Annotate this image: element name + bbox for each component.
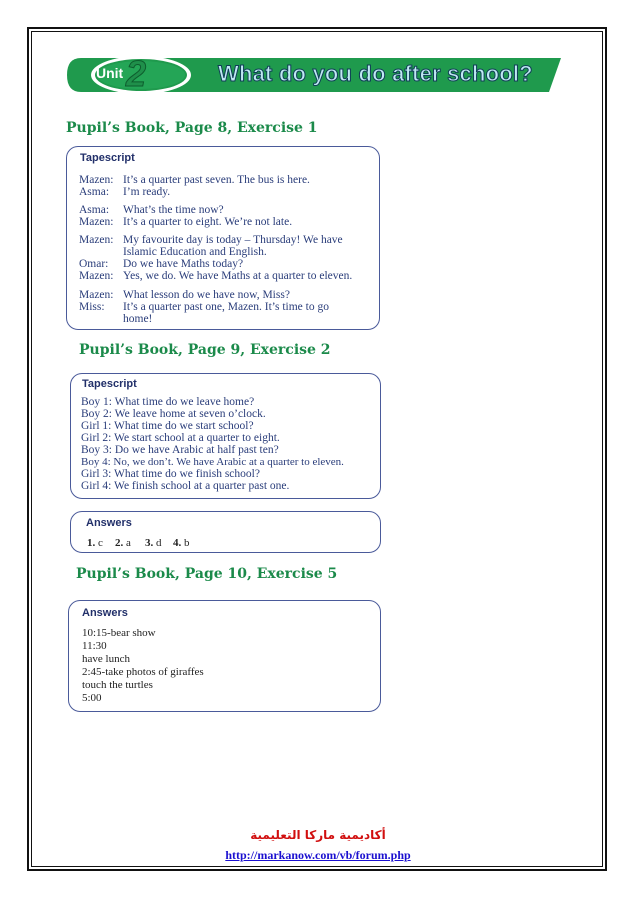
dialogue-line: I’m ready. <box>123 186 171 198</box>
answer-line: 5:00 <box>82 692 102 704</box>
dialogue-line: It’s a quarter past seven. The bus is here. <box>123 174 310 186</box>
tapescript-title-1: Tapescript <box>80 152 135 164</box>
dialogue-line: What’s the time now? <box>123 204 224 216</box>
answer-line: 11:30 <box>82 640 107 652</box>
section-heading-2: Pupil’s Book, Page 9, Exercise 2 <box>79 342 331 358</box>
dialogue-line: My favourite day is today – Thursday! We have <box>123 234 343 246</box>
answer-line: have lunch <box>82 653 130 665</box>
section-heading-3: Pupil’s Book, Page 10, Exercise 5 <box>76 566 338 582</box>
answer-line: touch the turtles <box>82 679 153 691</box>
speaker: Miss: <box>79 301 105 313</box>
dialogue-line: Girl 1: What time do we start school? <box>81 420 254 432</box>
dialogue-line: Girl 2: We start school at a quarter to eight. <box>81 432 280 444</box>
dialogue-line: Yes, we do. We have Maths at a quarter to eleven. <box>123 270 353 282</box>
dialogue-line: It’s a quarter past one, Mazen. It’s time to go <box>123 301 329 313</box>
speaker: Mazen: <box>79 234 114 246</box>
unit-number: 2 <box>126 53 147 94</box>
answers-title-2: Answers <box>82 607 128 619</box>
answer-item: 2. a <box>115 537 131 549</box>
tapescript-title-2: Tapescript <box>82 378 137 390</box>
speaker: Asma: <box>79 186 110 198</box>
speaker: Mazen: <box>79 216 114 228</box>
dialogue-line: Do we have Maths today? <box>123 258 244 270</box>
footer-forum-link[interactable]: http://markanow.com/vb/forum.php <box>225 848 411 862</box>
unit-label: Unit <box>96 65 124 81</box>
section-heading-1: Pupil’s Book, Page 8, Exercise 1 <box>66 120 318 136</box>
footer-academy-name: أكاديمية ماركا التعليمية <box>250 828 386 842</box>
answer-item: 3. d <box>145 537 162 549</box>
dialogue-line: It’s a quarter to eight. We’re not late. <box>123 216 293 228</box>
dialogue-line: Girl 3: What time do we finish school? <box>81 468 260 480</box>
speaker: Mazen: <box>79 270 114 282</box>
dialogue-line: Boy 1: What time do we leave home? <box>81 396 255 408</box>
dialogue-line: home! <box>123 313 153 325</box>
dialogue-line: Boy 3: Do we have Arabic at half past ten? <box>81 444 279 456</box>
answer-item: 4. b <box>173 537 190 549</box>
answers-title-1: Answers <box>86 517 132 529</box>
dialogue-line: Boy 2: We leave home at seven o’clock. <box>81 408 266 420</box>
speaker: Mazen: <box>79 289 114 301</box>
answer-line: 10:15-bear show <box>82 627 156 639</box>
answer-line: 2:45-take photos of giraffes <box>82 666 204 678</box>
dialogue-line: Girl 4: We finish school at a quarter past one. <box>81 480 290 492</box>
speaker: Omar: <box>79 258 109 270</box>
answer-item: 1. c <box>87 537 103 549</box>
speaker: Mazen: <box>79 174 114 186</box>
dialogue-line: Boy 4: No, we don’t. We have Arabic at a quarter to eleven. <box>81 456 344 468</box>
dialogue-line: Islamic Education and English. <box>123 246 267 258</box>
dialogue-line: What lesson do we have now, Miss? <box>123 289 290 301</box>
unit-title: What do you do after school? <box>218 61 533 86</box>
speaker: Asma: <box>79 204 110 216</box>
